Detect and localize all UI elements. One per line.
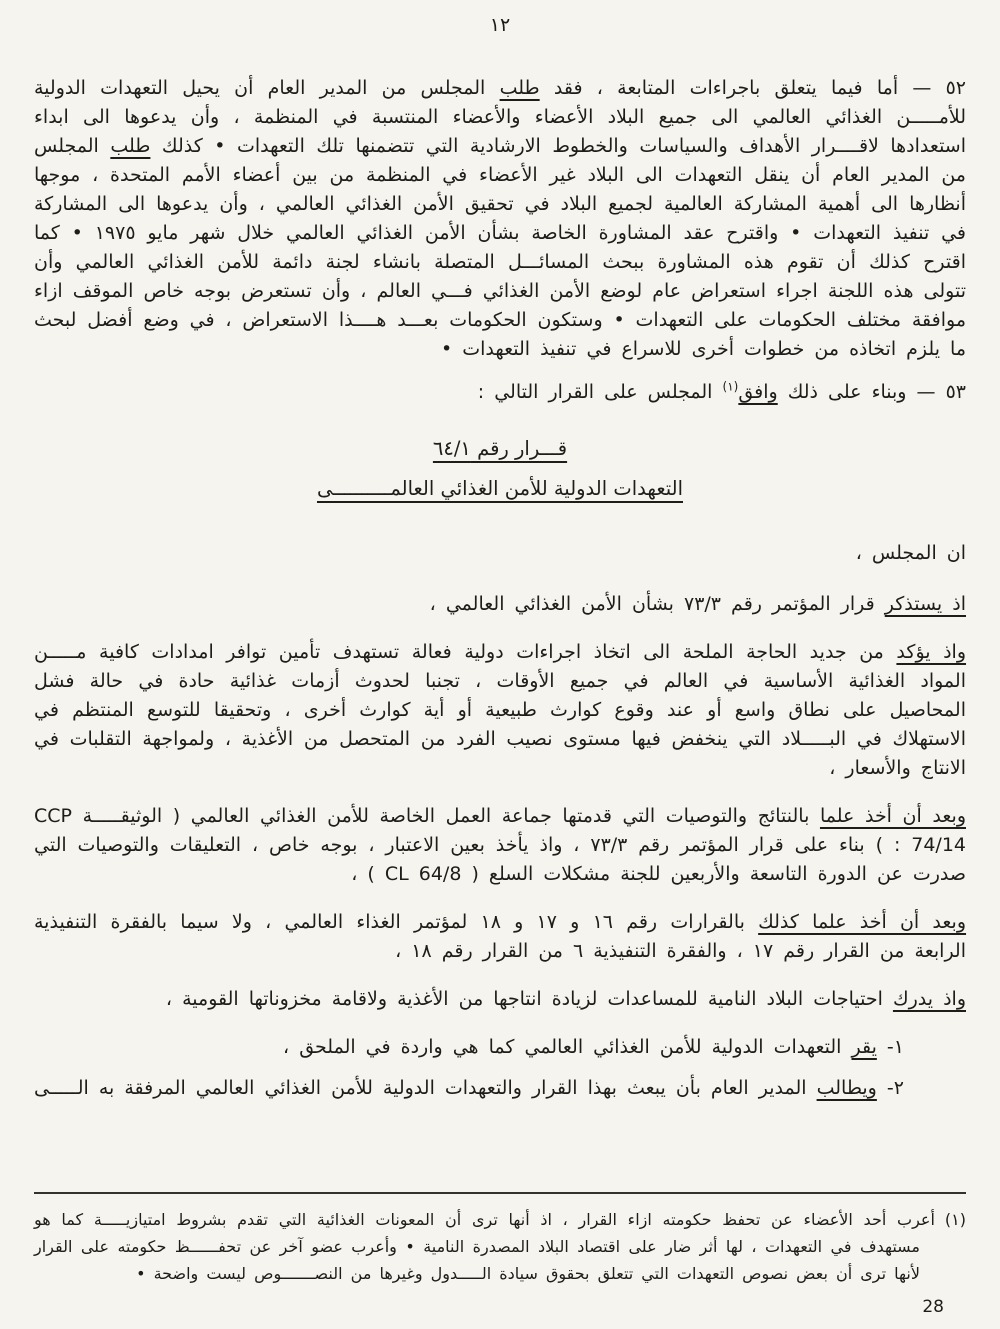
clause-text: من جديد الحاجة الملحة الى اتخاذ اجراءات دولية فعالة تستهدف تأمين توافر امدادات كافية مـــــن المواد الغذائية الأساسية في العالم في جميع الأوقات ، تجنبا لحدوث أزمات غذائية حادة في حالة فشل المحاصيل على نطاق واسع أو عند وقوع كوارث طبيعية أو أية كوارث أخرى ، وتحقيقا للتوسع المنتظم في الاستهلاك في البـــــلاد التي ينخفض فيها مستوى نصيب الفرد من المتحصل من الأغذية ، ولمواجهة التقلبات في الانتاج والأسعار ، bbox=[34, 641, 966, 779]
clause-noting-resolutions bbox=[34, 908, 966, 966]
operative-clause-2 bbox=[34, 1074, 966, 1103]
clause-reaffirming bbox=[34, 638, 966, 783]
page-number-top: ١٢ bbox=[489, 14, 511, 36]
paragraph-53-number: ٥٣ — bbox=[906, 381, 966, 403]
footnote-text: أعرب أحد الأعضاء عن تحفظ حكومته ازاء القرار ، اذ أنها ترى أن المعونات الغذائية التي تقدم بشروط امتيازيـــــة كما هو مستهدف في التعهدات ، لها أثر ضار على اقتصاد البلاد المصدرة النامية • وأعرب عضو آخر عن تحفــــــظ حكومته على القرار لأنها ترى أن بعض نصوص التعهدات التي تتعلق بحقوق سيادة الـــــدول وغيرها من النصـــــــوص ليست واضحة • bbox=[34, 1210, 935, 1283]
paragraph-52-text: المجلس من المدير العام أن ينقل التعهدات الى البلاد غير الأعضاء في المنظمة من بين أعضاء الأمم المتحدة ، موجها أنظارها الى أهمية المشاركة العالمية لجميع البلاد في تحقيق الأمن الغذائي العالمي ، وأن يدعوها الى المشاركة في تنفيذ التعهدات • واقترح عقد المشاورة الخاصة بشأن الأمن الغذائي العالمي خلال شهر مايو ١٩٧٥ • كما اقترح كذلك أن تقوم هذه المشاورة ببحث المسائـــل المتصلة بانشاء لجنة دائمة للأمن الغذائي العالمي وأن تتولى هذه اللجنة اجراء استعراض عام لوضع الأمن الغذائي فـــي العالم ، وأن تستعرض بوجه خاص الموقف ازاء موافقة مختلف الحكومات على التعهدات • وستكون الحكومات بعـــد هــــذا الاستعراض ، في وضع أفضل لبحث ما يلزم اتخاذه من خطوات أخرى للاسراع في تنفيذ التعهدات • bbox=[34, 135, 966, 360]
underlined-word-requested: طلب bbox=[110, 135, 151, 157]
resolution-title-line bbox=[34, 469, 966, 509]
footnote-reference: (١) bbox=[722, 379, 739, 394]
resolution-number-line bbox=[34, 429, 966, 469]
operative-number: ٢- bbox=[876, 1077, 904, 1099]
clause-lead: وبعد أن أخذ علما bbox=[819, 805, 966, 827]
resolution-number: قـــرار رقم ٦٤/١ bbox=[432, 437, 568, 460]
clause-lead: اذ يستذكر bbox=[884, 593, 966, 615]
operative-text: التعهدات الدولية للأمن الغذائي العالمي كما هي واردة في الملحق ، bbox=[283, 1036, 852, 1058]
resolution-opening: ان المجلس ، bbox=[855, 542, 966, 564]
operative-lead: ويطالب bbox=[816, 1077, 877, 1099]
footnote-separator bbox=[34, 1192, 966, 1194]
clause-recalling bbox=[34, 590, 966, 619]
paragraph-53 bbox=[34, 378, 966, 407]
resolution-title: التعهدات الدولية للأمن الغذائي العالمــــــــــى bbox=[316, 477, 683, 500]
operative-text: المدير العام بأن يبعث بهذا القرار والتعهدات الدولية للأمن الغذائي العالمي المرفقة به الـــــى bbox=[34, 1077, 817, 1099]
paragraph-53-text: المجلس على القرار التالي : bbox=[477, 381, 723, 403]
clause-text: احتياجات البلاد النامية للمساعدات لزيادة انتاجها من الأغذية ولاقامة مخزوناتها القومية ، bbox=[165, 988, 893, 1010]
footnote-area bbox=[34, 1192, 966, 1287]
clause-lead: واذ يدرك bbox=[892, 988, 966, 1010]
footnote-1 bbox=[34, 1206, 966, 1287]
paragraph-53-text: وبناء على ذلك bbox=[777, 381, 907, 403]
paragraph-52-text: المجلس من المدير العام أن يحيل التعهدات الدولية للأمـــــن الغذائي العالمي الى جميع البلاد الأعضاء والأعضاء المنتسبة في المنظمة ، وأن يدعوها الى ابداء استعدادها لاقــــرار الأهداف والسياسات والخطوط الارشادية التي تتضمنها تلك التعهدات • كذلك bbox=[34, 77, 966, 157]
paragraph-52 bbox=[34, 74, 966, 364]
clause-aware-of-needs bbox=[34, 985, 966, 1014]
page-number-bottom: 28 bbox=[922, 1297, 944, 1317]
operative-number: ١- bbox=[876, 1036, 904, 1058]
clause-lead: واذ يؤكد bbox=[896, 641, 967, 663]
clause-text: بالقرارات رقم ١٦ و ١٧ و ١٨ لمؤتمر الغذاء العالمي ، ولا سيما بالفقرة التنفيذية الرابعة من القرار رقم ١٧ ، والفقرة التنفيذية ٦ من القرار رقم ١٨ ، bbox=[34, 911, 966, 962]
resolution-title-block bbox=[34, 429, 966, 509]
clause-noting-findings bbox=[34, 802, 966, 889]
document-body bbox=[0, 74, 1000, 1103]
footnote-marker: (١) bbox=[944, 1210, 966, 1229]
underlined-word-approved: وافق bbox=[738, 381, 778, 403]
clause-lead: وبعد أن أخذ علما كذلك bbox=[758, 911, 967, 933]
paragraph-52-number: ٥٢ — bbox=[898, 77, 966, 99]
clause-text: بالنتائج والتوصيات التي قدمتها جماعة العمل الخاصة للأمن الغذائي العالمي ( الوثيقـــــة CCP : 74/14 ) بناء على قرار المؤتمر رقم ٧٣/٣ ، واذ يأخذ بعين الاعتبار ، بوجه خاص ، التعليقات والتوصيات التي صدرت عن الدورة التاسعة والأربعين للجنة مشكلات السلع ( CL 64/8 ) ، bbox=[34, 805, 967, 885]
underlined-word-requested: طلب bbox=[499, 77, 540, 99]
operative-clause-1 bbox=[34, 1033, 966, 1062]
operative-lead: يقر bbox=[851, 1036, 877, 1058]
clause-text: قرار المؤتمر رقم ٧٣/٣ بشأن الأمن الغذائي العالمي ، bbox=[429, 593, 885, 615]
paragraph-52-text: أما فيما يتعلق باجراءات المتابعة ، فقد bbox=[539, 77, 899, 99]
